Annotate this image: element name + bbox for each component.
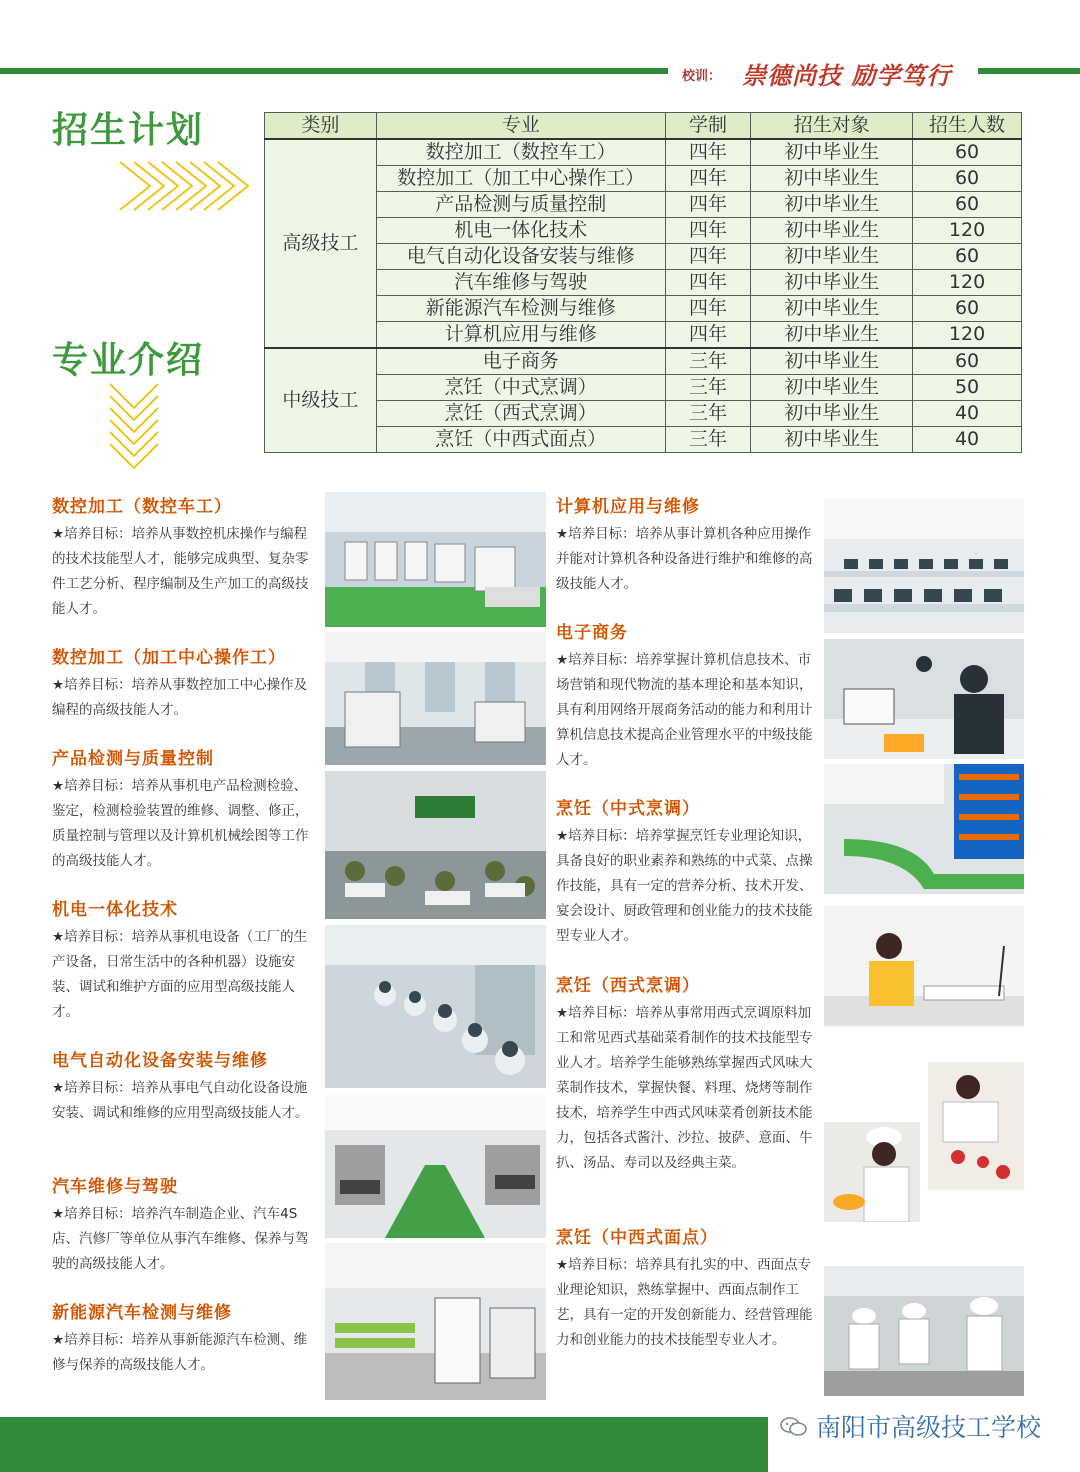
major-cell: 机电一体化技术 <box>376 218 665 244</box>
count-cell: 120 <box>913 218 1022 244</box>
school-motto <box>682 56 972 90</box>
motto-text: 崇德尚技 励学笃行 <box>742 61 952 90</box>
category-cell: 高级技工 <box>265 139 377 348</box>
major-intro <box>556 794 818 949</box>
years-cell: 四年 <box>665 218 751 244</box>
intro-title: 专业介绍 <box>52 339 205 381</box>
photo-mechatronics-lab <box>325 925 546 1088</box>
major-cell: 电子商务 <box>376 348 665 375</box>
photo-chinese-cooking <box>824 906 1024 1026</box>
target-cell: 初中毕业生 <box>751 427 913 453</box>
column-header: 学制 <box>665 113 751 140</box>
count-cell: 60 <box>913 244 1022 270</box>
major-desc: ★培养目标：培养从事数控加工中心操作及编程的高级技能人才。 <box>52 677 308 718</box>
target-cell: 初中毕业生 <box>751 192 913 218</box>
major-cell: 数控加工（加工中心操作工） <box>376 166 665 192</box>
major-name: 机电一体化技术 <box>52 900 178 920</box>
major-name: 数控加工（数控车工） <box>52 497 232 517</box>
years-cell: 四年 <box>665 192 751 218</box>
major-intro <box>52 492 314 622</box>
photo-new-energy-lab <box>325 1243 546 1400</box>
table-row <box>265 401 1022 427</box>
major-cell: 烹饪（中式烹调） <box>376 375 665 401</box>
target-cell: 初中毕业生 <box>751 375 913 401</box>
years-cell: 四年 <box>665 322 751 349</box>
major-intro <box>556 492 818 597</box>
footer-school-name <box>780 1408 1041 1444</box>
major-name: 烹饪（西式烹调） <box>556 976 700 996</box>
table-header-row <box>265 113 1022 140</box>
table-row <box>265 270 1022 296</box>
major-desc: ★培养目标：培养从事新能源汽车检测、维修与保养的高级技能人才。 <box>52 1332 308 1373</box>
major-desc: ★培养目标：培养从事常用西式烹调原料加工和常见西式基础菜肴制作的技术技能型专业人才。培养学生能够熟练掌握西式风味大菜制作技术，掌握快餐、料理、烧烤等制作技术，培养学生中西式风味菜肴创新技术能力，包括各式酱汁、沙拉、披萨、意面、牛扒、汤品、寿司以及经典主菜。 <box>556 1005 813 1171</box>
major-name: 电气自动化设备安装与维修 <box>52 1051 268 1071</box>
table-row <box>265 375 1022 401</box>
major-intro <box>52 895 314 1025</box>
major-name: 烹饪（中式烹调） <box>556 799 700 819</box>
major-desc: ★培养目标：培养汽车制造企业、汽车4S店、汽修厂等单位从事汽车维修、保养与驾驶的高级技能人才。 <box>52 1206 309 1272</box>
top-divider-right <box>978 68 1080 74</box>
top-divider-left <box>0 68 668 74</box>
category-cell: 中级技工 <box>265 348 377 453</box>
major-desc: ★培养目标：培养具有扎实的中、西面点专业理论知识，熟练掌握中、西面点制作工艺，具有一定的开发创新能力、经营管理能力和创业能力的技术技能型专业人才。 <box>556 1257 813 1348</box>
count-cell: 40 <box>913 427 1022 453</box>
table-row <box>265 348 1022 375</box>
major-desc: ★培养目标：培养掌握烹饪专业理论知识，具备良好的职业素养和熟练的中式菜、点操作技能，具有一定的营养分析、技术开发、宴会设计、厨政管理和创业能力的技术技能型专业人才。 <box>556 828 813 944</box>
years-cell: 三年 <box>665 401 751 427</box>
target-cell: 初中毕业生 <box>751 218 913 244</box>
table-row <box>265 322 1022 349</box>
major-cell: 产品检测与质量控制 <box>376 192 665 218</box>
major-cell: 烹饪（中西式面点） <box>376 427 665 453</box>
major-cell: 烹饪（西式烹调） <box>376 401 665 427</box>
target-cell: 初中毕业生 <box>751 348 913 375</box>
school-name: 南阳市高级技工学校 <box>816 1413 1042 1442</box>
count-cell: 60 <box>913 296 1022 322</box>
major-desc: ★培养目标：培养从事电气自动化设备设施安装、调试和维修的应用型高级技能人才。 <box>52 1080 309 1121</box>
photo-western-cooking-a <box>928 1062 1024 1190</box>
major-name: 烹饪（中西式面点） <box>556 1228 718 1248</box>
years-cell: 四年 <box>665 270 751 296</box>
major-name: 计算机应用与维修 <box>556 497 700 517</box>
major-intro <box>52 1046 314 1126</box>
major-cell: 汽车维修与驾驶 <box>376 270 665 296</box>
major-name: 电子商务 <box>556 623 628 643</box>
years-cell: 四年 <box>665 166 751 192</box>
major-intro <box>52 1172 314 1277</box>
enrollment-table <box>264 112 1022 453</box>
photo-auto-workshop <box>325 1095 546 1238</box>
major-name: 数控加工（加工中心操作工） <box>52 648 286 668</box>
major-intro <box>52 643 314 723</box>
photo-ecommerce-class <box>824 639 1024 759</box>
count-cell: 120 <box>913 270 1022 296</box>
chevron-down-icon <box>106 378 162 478</box>
count-cell: 40 <box>913 401 1022 427</box>
wechat-icon <box>780 1415 808 1437</box>
count-cell: 60 <box>913 139 1022 166</box>
major-cell: 数控加工（数控车工） <box>376 139 665 166</box>
years-cell: 三年 <box>665 427 751 453</box>
count-cell: 60 <box>913 166 1022 192</box>
years-cell: 三年 <box>665 375 751 401</box>
photo-cnc-workshop <box>325 492 546 627</box>
photo-logistics-room <box>824 764 1024 894</box>
photo-computer-lab <box>824 499 1024 633</box>
table-row <box>265 139 1022 166</box>
table-row <box>265 192 1022 218</box>
major-desc: ★培养目标：培养从事计算机各种应用操作并能对计算机各种设备进行维护和维修的高级技能人才。 <box>556 526 813 592</box>
major-cell: 计算机应用与维修 <box>376 322 665 349</box>
count-cell: 50 <box>913 375 1022 401</box>
major-desc: ★培养目标：培养掌握计算机信息技术、市场营销和现代物流的基本理论和基本知识，具有利用网络开展商务活动的能力和利用计算机信息技术提高企业管理水平的中级技能人才。 <box>556 652 813 768</box>
major-cell: 电气自动化设备安装与维修 <box>376 244 665 270</box>
major-name: 产品检测与质量控制 <box>52 749 214 769</box>
photo-pastry-class <box>824 1266 1024 1396</box>
plan-title: 招生计划 <box>52 109 205 151</box>
years-cell: 四年 <box>665 139 751 166</box>
major-intro <box>556 618 818 773</box>
major-name: 新能源汽车检测与维修 <box>52 1303 232 1323</box>
major-name: 汽车维修与驾驶 <box>52 1177 178 1197</box>
years-cell: 三年 <box>665 348 751 375</box>
chevron-right-icon <box>110 158 255 218</box>
column-header: 专业 <box>376 113 665 140</box>
years-cell: 四年 <box>665 296 751 322</box>
major-intro <box>556 971 818 1176</box>
target-cell: 初中毕业生 <box>751 296 913 322</box>
years-cell: 四年 <box>665 244 751 270</box>
major-intro <box>52 744 314 874</box>
major-intro <box>556 1223 818 1353</box>
count-cell: 60 <box>913 348 1022 375</box>
target-cell: 初中毕业生 <box>751 166 913 192</box>
count-cell: 60 <box>913 192 1022 218</box>
target-cell: 初中毕业生 <box>751 270 913 296</box>
table-row <box>265 296 1022 322</box>
major-desc: ★培养目标：培养从事机电产品检测检验、鉴定，检测检验装置的维修、调整、修正，质量控制与管理以及计算机机械绘图等工作的高级技能人才。 <box>52 778 309 869</box>
count-cell: 120 <box>913 322 1022 349</box>
column-header: 类别 <box>265 113 377 140</box>
motto-label: 校训： <box>682 69 722 84</box>
table-row <box>265 218 1022 244</box>
target-cell: 初中毕业生 <box>751 401 913 427</box>
table-row <box>265 244 1022 270</box>
column-header: 招生人数 <box>913 113 1022 140</box>
target-cell: 初中毕业生 <box>751 139 913 166</box>
major-cell: 新能源汽车检测与维修 <box>376 296 665 322</box>
photo-inspection-lab <box>325 771 546 919</box>
major-intro <box>52 1298 314 1378</box>
photo-western-cooking-b <box>824 1122 920 1222</box>
table-row <box>265 427 1022 453</box>
target-cell: 初中毕业生 <box>751 244 913 270</box>
target-cell: 初中毕业生 <box>751 322 913 349</box>
major-desc: ★培养目标：培养从事数控机床操作与编程的技术技能型人才，能够完成典型、复杂零件工艺分析、程序编制及生产加工的高级技能人才。 <box>52 526 309 617</box>
table-row <box>265 166 1022 192</box>
photo-machining-center <box>325 632 546 765</box>
column-header: 招生对象 <box>751 113 913 140</box>
major-desc: ★培养目标：培养从事机电设备（工厂的生产设备，日常生活中的各种机器）设施安装、调试和维护方面的应用型高级技能人才。 <box>52 929 308 1020</box>
